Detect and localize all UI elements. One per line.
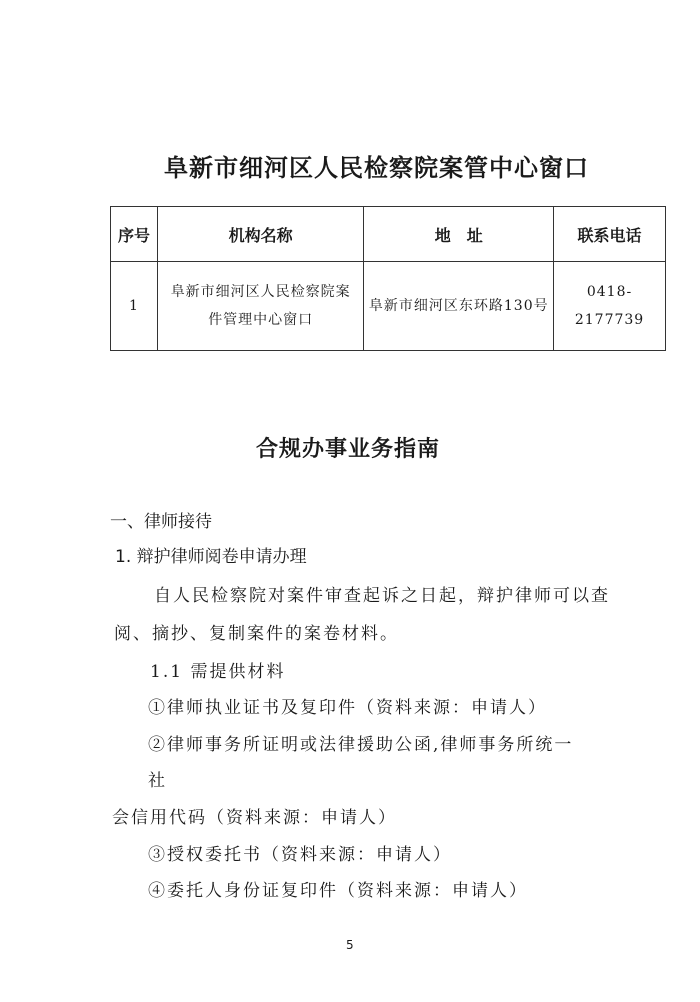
document-title: 阜新市细河区人民检察院案管中心窗口: [164, 154, 589, 182]
list-item: ③授权委托书（资料来源：申请人）: [148, 845, 452, 865]
cell-index: 1: [111, 262, 158, 351]
cell-name-line1: 阜新市细河区人民检察院案: [170, 284, 351, 300]
directory-table: [110, 206, 666, 351]
table-header-row: [111, 207, 666, 262]
list-item: 社: [148, 771, 167, 791]
cell-name: [157, 262, 364, 351]
list-item: 会信用代码（资料来源：申请人）: [112, 808, 397, 828]
page-number: 5: [346, 938, 354, 952]
cell-address: 阜新市细河区东环路130号: [364, 262, 554, 351]
paragraph-line-2: 阅、摘抄、复制案件的案卷材料。: [114, 624, 399, 644]
materials-heading: 1.1 需提供材料: [150, 662, 286, 682]
section-heading: 一、律师接待: [110, 512, 212, 532]
table-row: [111, 262, 666, 351]
subsection-heading: 1. 辩护律师阅卷申请办理: [115, 547, 307, 567]
list-item: ②律师事务所证明或法律援助公函,律师事务所统一: [148, 735, 574, 755]
header-phone: 联系电话: [554, 207, 666, 262]
list-item: ④委托人身份证复印件（资料来源：申请人）: [148, 881, 528, 901]
header-index: 序号: [111, 207, 158, 262]
cell-name-line2: 件管理中心窗口: [208, 312, 314, 328]
header-address: 地 址: [364, 207, 554, 262]
paragraph-line-1: 自人民检察院对案件审查起诉之日起，辩护律师可以查: [154, 586, 610, 606]
cell-phone: 0418-2177739: [554, 262, 666, 351]
guide-title: 合规办事业务指南: [256, 437, 441, 462]
header-name: 机构名称: [157, 207, 364, 262]
list-item: ①律师执业证书及复印件（资料来源：申请人）: [148, 698, 547, 718]
